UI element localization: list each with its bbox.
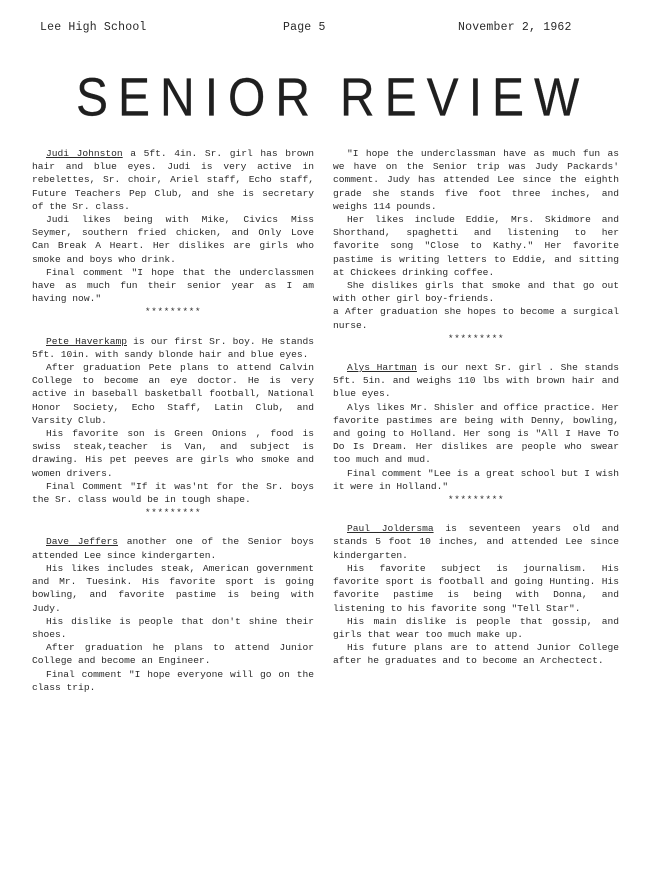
article-paragraph: His favorite son is Green Onions , food is swiss steak,teacher is Van, and subject is drawing. His pet peeves are girls who smoke and women drivers. [32, 428, 314, 479]
student-name: Paul Joldersma [347, 523, 434, 535]
article-paragraph: "I hope the underclassman have as much fun as we have on the Senior trip was Judy Packards' comment. Judy has attended Lee since the eighth grade she stands five foot three inches, and weighs 114 pounds. [333, 148, 619, 212]
article-paragraph: Final comment "I hope everyone will go on the class trip. [32, 668, 314, 693]
article-paragraph: a After graduation she hopes to become a surgical nurse. [333, 306, 619, 331]
section-separator: ********* [447, 332, 505, 344]
left-column [32, 147, 314, 694]
article-paragraph: Dave Jeffers another one of the Senior boys attended Lee since kindergarten. [32, 536, 314, 561]
student-name: Dave Jeffers [46, 536, 119, 548]
article-paragraph: Her likes include Eddie, Mrs. Skidmore and Shorthand, spaghetti and listening to her favorite song "Close to Kathy." Her favorite pastime is writing letters to Eddie, and sitting at Chickees drinking coffee. [333, 214, 619, 278]
section-separator: ********* [447, 494, 505, 506]
article-paragraph: Final comment "Lee is a great school but I wish it were in Holland." [333, 467, 619, 492]
article-paragraph: His future plans are to attend Junior College after he graduates and to become an Archectect. [333, 642, 619, 667]
section-separator: ********* [144, 306, 202, 318]
article-paragraph: Final comment "I hope that the underclassmen have as much fun their senior year as I am having now." [32, 266, 314, 305]
article-paragraph: Judi likes being with Mike, Civics Miss Seymer, southern fried chicken, and Only Love Can Break A Heart. Her dislikes are girls who smoke and boys who drink. [32, 214, 314, 265]
article-paragraph: His dislike is people that don't shine their shoes. [32, 615, 314, 640]
section-separator: ********* [144, 507, 202, 519]
student-name: Judi Johnston [46, 148, 123, 159]
page-number: Page 5 [283, 21, 326, 34]
article-paragraph: After graduation Pete plans to attend Calvin College to become an eye doctor. He is very active in baseball basketball football, National Honor Society, Echo Staff, Latin Club, and Varsity Club. [32, 362, 314, 426]
school-name: Lee High School [40, 21, 147, 34]
title-senior: SENIOR [76, 68, 321, 128]
article-paragraph: His likes includes steak, American government and Mr. Tuesink. His favorite sport is going bowling, and favorite pastime is being with Judy. [32, 562, 314, 614]
article-paragraph: Paul Joldersma is seventeen years old and stands 5 foot 10 inches, and attended Lee since kindergarten. [333, 523, 619, 561]
article-paragraph: His favorite subject is journalism. His favorite sport is football and going Hunting. His favorite pastime is being with Donna, and listening to his favorite song "Tell Star". [333, 562, 619, 614]
title-review: REVIEW [340, 68, 590, 128]
article-paragraph: Alys likes Mr. Shisler and office practice. Her favorite pastimes are being with Denny, bowling, and going to Holland. Her song is "All I Have To Do Is Dream. Her dislikes are people who swear too much and mud. [333, 401, 619, 466]
student-name: Pete Haverkamp [46, 335, 127, 347]
right-column [333, 147, 619, 668]
article-paragraph: Pete Haverkamp is our first Sr. boy. He stands 5ft. 10in. with sandy blonde hair and blue eyes. [32, 335, 314, 360]
article-paragraph: Final Comment "If it was'nt for the Sr. boys the Sr. class would be in tough shape. [32, 480, 314, 506]
article-paragraph: His main dislike is people that gossip, and girls that wear too much make up. [333, 615, 619, 640]
article-paragraph: After graduation he plans to attend Junior College and become an Engineer. [32, 642, 314, 667]
article-paragraph: Alys Hartman is our next Sr. girl . She stands 5ft. 5in. and weighs 110 lbs with brown hair and blue eyes. [333, 362, 619, 400]
article-paragraph: She dislikes girls that smoke and that go out with other girl boy-friends. [333, 280, 619, 305]
issue-date: November 2, 1962 [458, 21, 572, 34]
article-paragraph: Judi Johnston a 5ft. 4in. Sr. girl has brown hair and blue eyes. Judi is very active in rebelettes, Sr. choir, Ariel staff, Echo staff, Future Teachers Pep Club, and she is secretary of the Sr. class. [32, 148, 314, 212]
student-name: Alys Hartman [347, 362, 417, 374]
